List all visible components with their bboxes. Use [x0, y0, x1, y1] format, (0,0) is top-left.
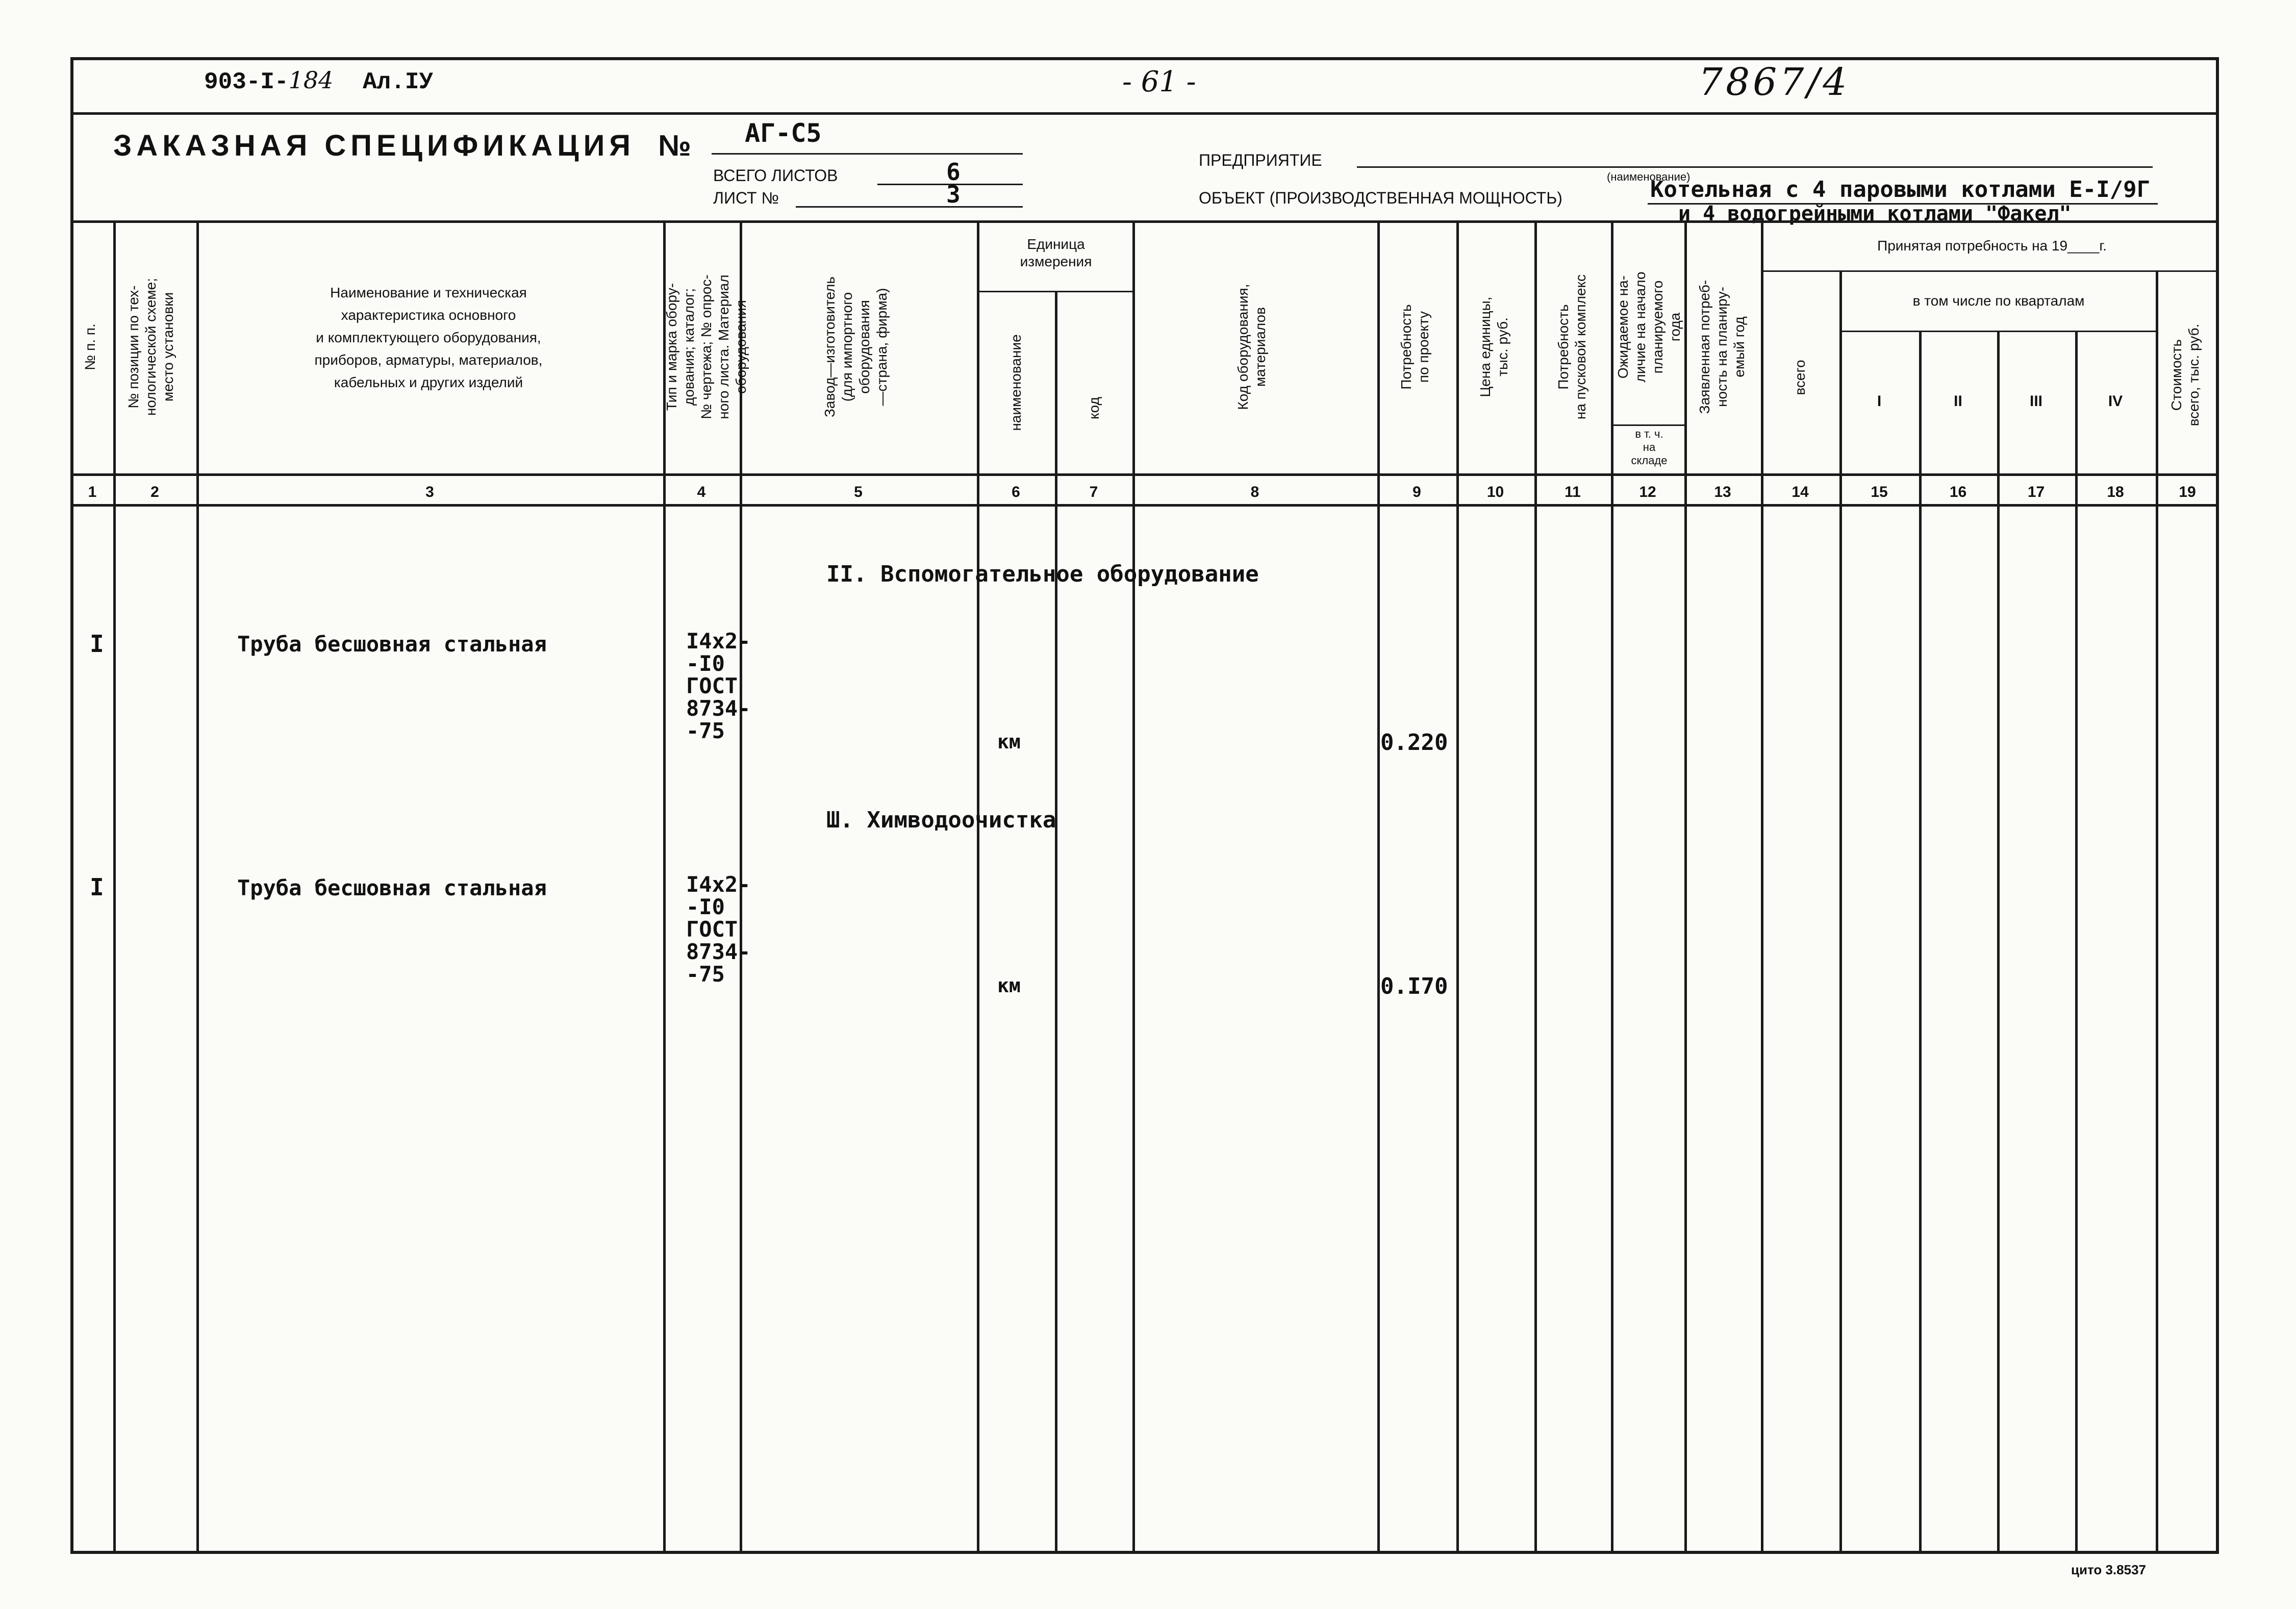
- object-label: ОБЪЕКТ (ПРОИЗВОДСТВЕННАЯ МОЩНОСТЬ): [1199, 189, 1562, 207]
- quarter-1-header: I: [1877, 393, 1882, 410]
- table-top-line: [70, 220, 2219, 223]
- colnum-bottom-line: [70, 504, 2219, 507]
- col12-sub-header: [1614, 428, 1684, 467]
- colnum-12: 12: [1639, 484, 1656, 500]
- col3-line2: характеристика основного: [341, 307, 516, 323]
- colnum-13: 13: [1714, 484, 1731, 500]
- col5-line1: Завод—изготовитель: [822, 276, 838, 418]
- doc-code-hand: 184: [288, 66, 334, 94]
- quarter-4-header: IV: [2108, 393, 2123, 410]
- number-sign: №: [658, 129, 696, 162]
- vline-13: [1761, 220, 1763, 1554]
- row2-qty: 0.I70: [1380, 973, 1448, 999]
- col5-line2: (для импортного: [839, 292, 855, 402]
- total-sheets-label: ВСЕГО ЛИСТОВ: [713, 166, 838, 185]
- col4-line3: № чертежа; № опрос-: [698, 274, 714, 419]
- col10-header: [1477, 235, 1511, 459]
- vline-14: [1839, 270, 1842, 1554]
- colnum-8: 8: [1250, 484, 1259, 500]
- col3-line1: Наименование и техническая: [330, 285, 527, 300]
- spec-number-line: [712, 153, 1023, 155]
- vline-2: [196, 220, 199, 1554]
- order-number: 7867/4: [1699, 60, 1850, 104]
- unit-group-line2: измерения: [1020, 254, 1092, 269]
- vline-10: [1534, 220, 1537, 1554]
- colnum-1: 1: [88, 484, 97, 500]
- colnum-3: 3: [425, 484, 434, 500]
- row1-qty: 0.220: [1380, 730, 1448, 756]
- col3-line4: приборов, арматуры, материалов,: [314, 352, 543, 368]
- quarter-3-header: III: [2029, 393, 2042, 410]
- col12-sub-line1: в т. ч.: [1635, 428, 1663, 440]
- col10-line1: Цена единицы,: [1477, 296, 1493, 397]
- col2-line1: № позиции по тех-: [125, 285, 141, 409]
- col9-line2: по проекту: [1416, 311, 1431, 383]
- row2-type-line3: ГОСТ: [686, 917, 738, 942]
- col13-line1: Заявленная потреб-: [1697, 280, 1712, 414]
- row1-type-line2: -I0: [686, 651, 725, 676]
- section-2-title: II. Вспомогательное оборудование: [826, 561, 1259, 587]
- col10-line2: тыс. руб.: [1495, 317, 1510, 376]
- row1-type-line1: I4х2-: [686, 628, 751, 653]
- row2-type-line4: 8734-: [686, 939, 751, 964]
- colnum-5: 5: [854, 484, 863, 500]
- colnum-10: 10: [1486, 484, 1504, 500]
- col11-header: [1555, 235, 1589, 459]
- colnum-16: 16: [1949, 484, 1967, 500]
- col4-line2: дования; каталог;: [681, 288, 697, 406]
- row2-type-line1: I4х2-: [686, 872, 751, 897]
- vline-18: [2156, 270, 2158, 1554]
- col12-sub-line3: складе: [1631, 454, 1668, 467]
- accepted-header: Принятая потребность на 19____г.: [1877, 238, 2107, 254]
- row2-unit: км: [997, 974, 1021, 997]
- colnum-14: 14: [1792, 484, 1809, 500]
- colnum-2: 2: [150, 484, 159, 500]
- col4-line4: ного листа. Материал: [716, 274, 731, 419]
- vline-1: [113, 220, 116, 1554]
- vline-15: [1919, 331, 1922, 1554]
- row1-name: Труба бесшовная стальная: [237, 632, 547, 657]
- album-label: Ал.IУ: [363, 69, 434, 95]
- col3-line3: и комплектующего оборудования,: [316, 330, 541, 345]
- header-divider: [70, 112, 2219, 115]
- col8-header: [1234, 235, 1269, 459]
- col6-header: [1007, 306, 1025, 459]
- vline-16: [1997, 331, 2000, 1554]
- vline-17: [2075, 331, 2078, 1554]
- colnum-11: 11: [1565, 484, 1581, 500]
- col14-line1: всего: [1792, 360, 1808, 395]
- col4-line5: оборудования: [733, 300, 749, 394]
- object-line2: и 4 водогрейными котлами "Факел": [1678, 202, 2072, 225]
- col14-header: [1792, 326, 1809, 429]
- col6-line1: наименование: [1008, 334, 1024, 431]
- col5-line4: —страна, фирма): [874, 288, 890, 406]
- vline-12: [1684, 220, 1687, 1554]
- enterprise-line: [1357, 166, 2153, 168]
- col13-line3: емый год: [1731, 316, 1747, 378]
- quarter-2-header: II: [1954, 393, 1962, 410]
- col12-header: [1614, 233, 1684, 421]
- sheet-no-line: [796, 206, 1023, 208]
- enterprise-label: ПРЕДПРИЯТИЕ: [1199, 151, 1322, 169]
- colnum-19: 19: [2179, 484, 2196, 500]
- col8-line2: материалов: [1252, 307, 1268, 387]
- col12-sub-line2: на: [1643, 441, 1656, 454]
- col5-line3: оборудования: [856, 300, 872, 394]
- naimenovanie-label: (наименование): [1607, 170, 1691, 183]
- vline-9: [1456, 220, 1459, 1554]
- col3-line5: кабельных и других изделий: [334, 374, 523, 390]
- colnum-4: 4: [697, 484, 706, 500]
- row1-type-line3: ГОСТ: [686, 673, 738, 698]
- col11-line2: на пусковой комплекс: [1573, 274, 1588, 420]
- col12-line3: планируемого: [1650, 280, 1666, 374]
- sheet-no-value: 3: [946, 181, 961, 208]
- col19-line2: всего, тыс. руб.: [2186, 323, 2202, 426]
- row1-type: [686, 630, 750, 742]
- unit-group-line1: Единица: [1027, 236, 1085, 252]
- col7-line1: код: [1086, 397, 1102, 419]
- row2-type-line2: -I0: [686, 894, 725, 919]
- col4-line1: Тип и марка обору-: [664, 283, 679, 411]
- row2-type: [686, 873, 750, 986]
- row2-name: Труба бесшовная стальная: [237, 875, 547, 900]
- vline-8: [1377, 220, 1380, 1554]
- vline-11: [1611, 220, 1613, 1554]
- col1-header: [82, 235, 99, 459]
- col12-line1: Ожидаемое на-: [1615, 275, 1631, 379]
- col9-line1: Потребность: [1398, 304, 1414, 390]
- vline-5: [977, 220, 979, 1554]
- vline-7: [1132, 220, 1135, 1554]
- col12-line2: личие на начало: [1632, 271, 1648, 383]
- col12-line4: года: [1667, 312, 1683, 342]
- col8-line1: Код оборудования,: [1235, 284, 1251, 410]
- col13-header: [1696, 235, 1748, 459]
- stock-sub-line: [1612, 424, 1684, 426]
- footer-stamp: цито 3.8537: [2071, 1562, 2146, 1577]
- col3-header: [224, 282, 633, 394]
- spec-title-text: ЗАКАЗНАЯ СПЕЦИФИКАЦИЯ: [113, 129, 635, 162]
- page-number: - 61 -: [1122, 65, 1196, 98]
- quarters-header: в том числе по кварталам: [1912, 293, 2085, 309]
- colnum-top-line: [70, 473, 2219, 476]
- row2-number: I: [90, 873, 104, 901]
- colnum-6: 6: [1012, 484, 1020, 500]
- doc-code-series: 903-I-: [204, 69, 289, 95]
- col19-header: [2168, 291, 2203, 459]
- spec-number: АГ-С5: [745, 118, 822, 148]
- col11-line1: Потребность: [1555, 304, 1571, 390]
- row1-type-line4: 8734-: [686, 696, 751, 721]
- row1-number: I: [90, 630, 104, 658]
- col2-line2: нологической схеме;: [143, 278, 159, 416]
- row2-type-line5: -75: [686, 962, 725, 987]
- colnum-15: 15: [1871, 484, 1888, 500]
- colnum-9: 9: [1412, 484, 1421, 500]
- col2-line3: место установки: [160, 292, 176, 402]
- col1-line1: № п. п.: [82, 323, 98, 370]
- unit-group-header: [979, 236, 1132, 270]
- sheet-no-label: ЛИСТ №: [713, 189, 779, 207]
- row1-type-line5: -75: [686, 718, 725, 743]
- accepted-sub-line: [1761, 270, 2219, 272]
- col19-line1: Стоимость: [2168, 339, 2184, 411]
- col13-line2: ность на планиру-: [1714, 287, 1730, 407]
- col2-header: [125, 235, 177, 459]
- vline-6: [1055, 291, 1057, 1554]
- row1-unit: км: [997, 731, 1021, 753]
- total-sheets-value: 6: [946, 158, 961, 186]
- object-line1: Котельная с 4 паровыми котлами Е-I/9Г: [1650, 177, 2151, 203]
- colnum-18: 18: [2107, 484, 2124, 500]
- col4-header: [663, 235, 750, 459]
- section-3-title: Ш. Химводоочистка: [826, 807, 1056, 833]
- spec-title: [113, 129, 696, 163]
- colnum-7: 7: [1089, 484, 1098, 500]
- colnum-17: 17: [2027, 484, 2045, 500]
- col5-header: [821, 235, 891, 459]
- col7-header: [1086, 357, 1103, 459]
- col9-header: [1398, 235, 1432, 459]
